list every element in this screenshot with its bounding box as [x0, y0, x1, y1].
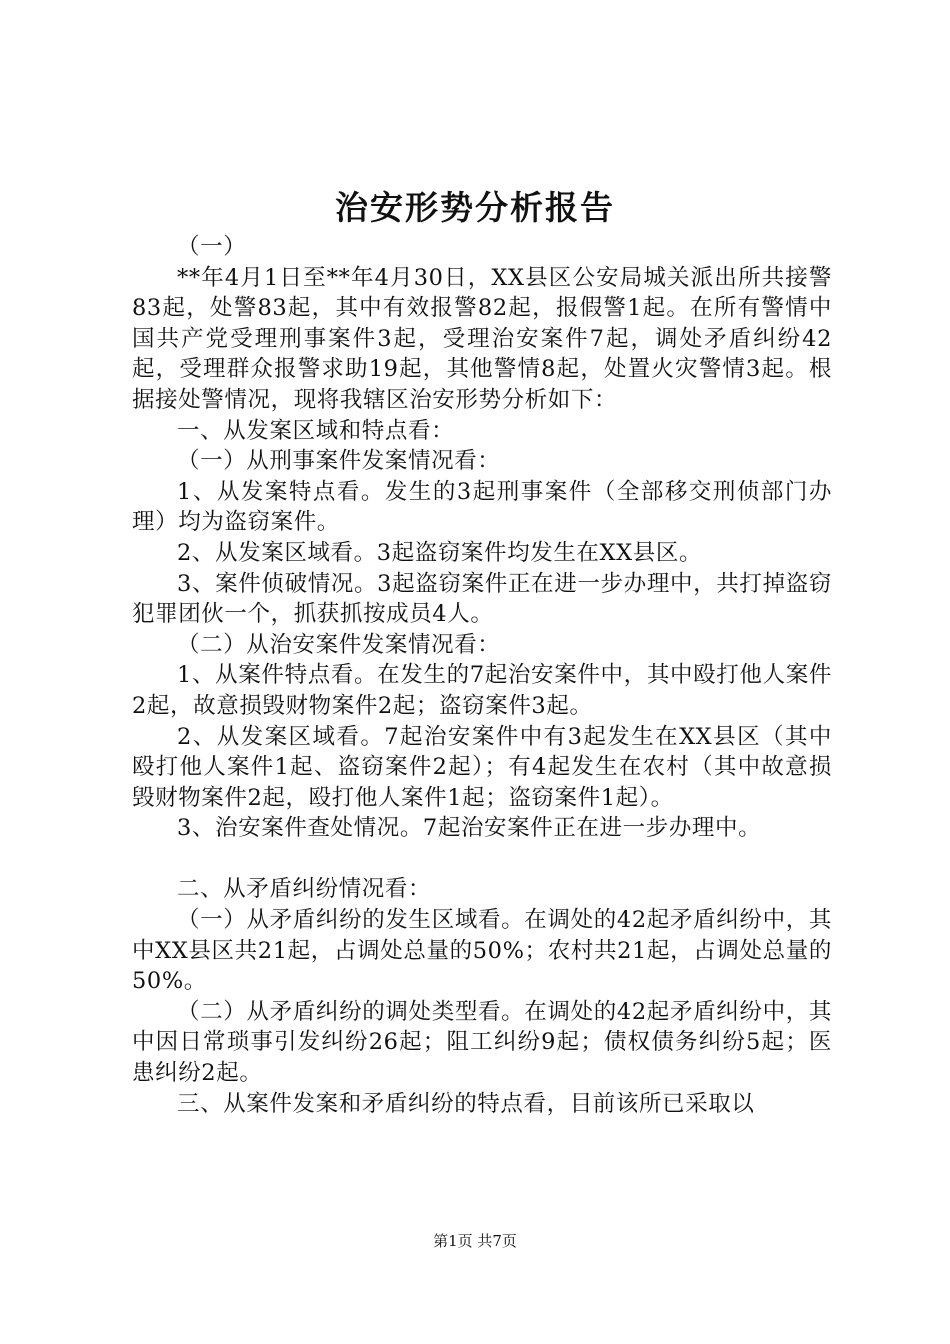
paragraph-overview: **年4月1日至**年4月30日，XX县区公安局城关派出所共接警83起，处警83起，其中有效报警82起，报假警1起。在所有警情中国共产党受理刑事案件3起，受理治安案件7起，调处矛盾纠纷42起，受理群众报警求助19起，其他警情8起，处置火灾警情3起。根据接处警情况，现将我辖区治安形势分析如下：	[132, 264, 832, 413]
paragraph-criminal-solving: 3、案件侦破情况。3起盗窃案件正在进一步办理中，共打掉盗窃犯罪团伙一个，抓获抓按成员4人。	[132, 570, 832, 628]
paragraph-heading-area-features: 一、从发案区域和特点看：	[177, 417, 455, 444]
paragraph-disputes-types: （二）从矛盾纠纷的调处类型看。在调处的42起矛盾纠纷中，其中因日常琐事引发纠纷26起；阻工纠纷9起；债权债务纠纷5起；医患纠纷2起。	[132, 998, 832, 1087]
page-number-footer: 第1页 共7页	[433, 1232, 517, 1250]
document-title: 治安形势分析报告	[335, 188, 615, 227]
paragraph-heading-measures: 三、从案件发案和矛盾纠纷的特点看，目前该所已采取以	[177, 1090, 755, 1117]
paragraph-heading-public-security-cases: （二）从治安案件发案情况看：	[177, 631, 501, 658]
paragraph-disputes-area: （一）从矛盾纠纷的发生区域看。在调处的42起矛盾纠纷中，其中XX县区共21起，占调处总量的50%；农村共21起，占调处总量的50%。	[132, 907, 832, 995]
paragraph-section-one-heading: （一）	[177, 234, 247, 260]
paragraph-public-security-handling: 3、治安案件查处情况。7起治安案件正在进一步办理中。	[177, 815, 762, 842]
document-body	[132, 232, 832, 1119]
paragraph-heading-criminal-cases: （一）从刑事案件发案情况看：	[177, 448, 501, 475]
paragraph-criminal-area: 2、从发案区域看。3起盗窃案件均发生在XX县区。	[177, 539, 703, 566]
paragraph-gap	[132, 844, 832, 875]
paragraph-public-security-area: 2、从发案区域看。7起治安案件中有3起发生在XX县区（其中殴打他人案件1起、盗窃案件2起）；有4起发生在农村（其中故意损毁财物案件2起，殴打他人案件1起；盗窃案件1起）。	[132, 723, 832, 811]
paragraph-criminal-features: 1、从发案特点看。发生的3起刑事案件（全部移交刑侦部门办理）均为盗窃案件。	[132, 478, 832, 536]
paragraph-heading-disputes: 二、从矛盾纠纷情况看：	[177, 876, 432, 903]
paragraph-public-security-features: 1、从案件特点看。在发生的7起治安案件中，其中殴打他人案件2起，故意损毁财物案件2起；盗窃案件3起。	[132, 662, 832, 719]
